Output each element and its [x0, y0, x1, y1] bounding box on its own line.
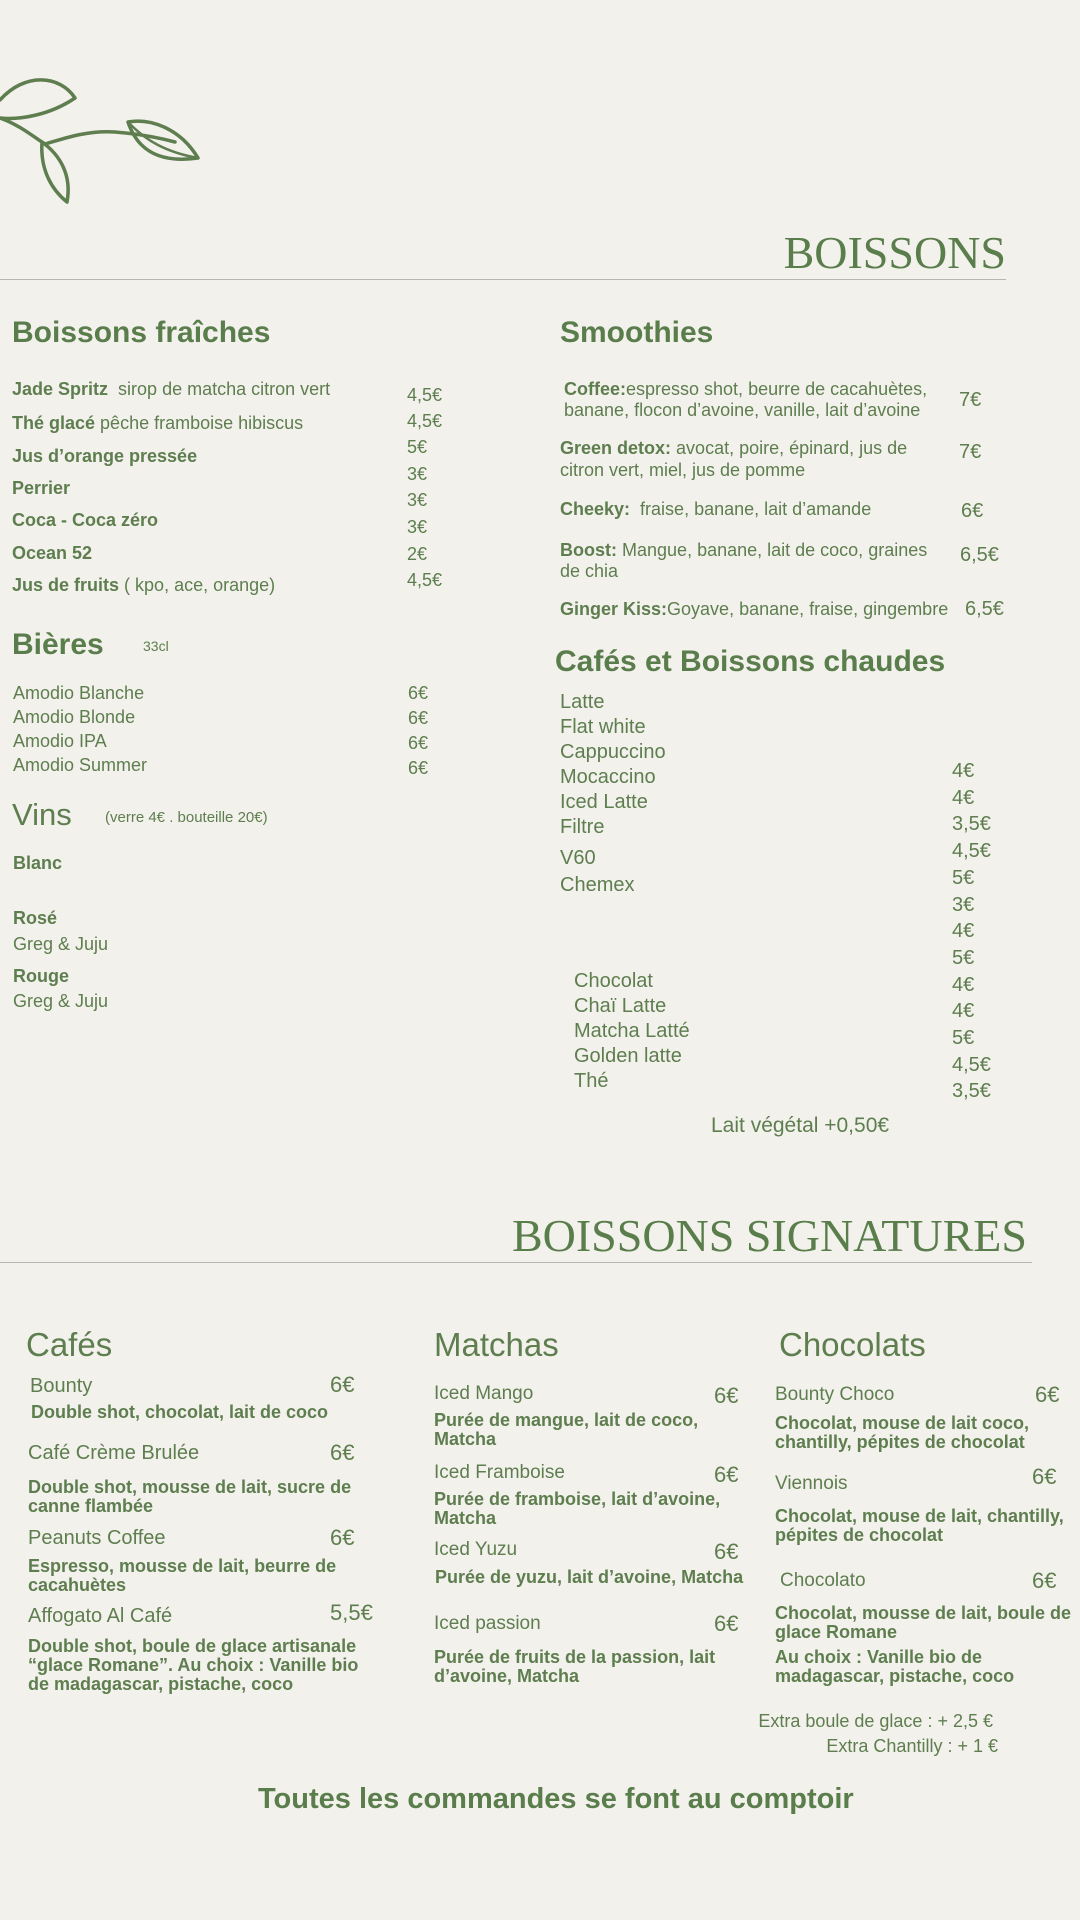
list-item: Iced passion	[434, 1613, 541, 1634]
wine-category-rose: Rosé	[13, 908, 58, 928]
price: 6€	[1032, 1464, 1057, 1489]
price: 5€	[407, 437, 428, 457]
list-item: Jus de fruits ( kpo, ace, orange)	[12, 575, 276, 595]
wine-producer: Greg & Juju	[13, 991, 109, 1011]
list-item: Bounty	[30, 1375, 93, 1397]
wine-category-blanc: Blanc	[13, 853, 63, 873]
list-item: Chaï Latte	[574, 995, 667, 1017]
item-description: Chocolat, mousse de lait, boule de glace Romane	[775, 1603, 1072, 1642]
section-title-cafes-chauds: Cafés et Boissons chaudes	[555, 645, 946, 678]
list-item: Cheeky: fraise, banane, lait d’amande	[560, 499, 872, 519]
list-item: Peanuts Coffee	[28, 1527, 166, 1549]
price: 3,5€	[952, 813, 991, 836]
item-description: Purée de yuzu, lait d’avoine, Matcha	[435, 1567, 744, 1587]
price: 4€	[952, 973, 975, 996]
price: 6€	[408, 758, 429, 778]
price: 3€	[407, 517, 428, 537]
list-item: Matcha Latté	[574, 1020, 690, 1042]
list-item: Café Crème Brulée	[28, 1442, 200, 1464]
list-item: Mocaccino	[560, 766, 656, 788]
price: 4€	[952, 1000, 975, 1023]
footer-note: Toutes les commandes se font au comptoir	[258, 1783, 854, 1815]
price: 5€	[952, 946, 975, 969]
price: 6€	[1032, 1568, 1057, 1593]
price: 6€	[1035, 1382, 1060, 1407]
item-description: Purée de fruits de la passion, lait d’avoine, Matcha	[434, 1647, 716, 1686]
list-item: Thé	[574, 1070, 609, 1092]
price: 6€	[330, 1372, 355, 1397]
list-item: Bounty Choco	[775, 1384, 895, 1405]
item-description: Espresso, mousse de lait, beurre de cacahuètes	[28, 1556, 337, 1595]
signatures-divider	[0, 1262, 1032, 1263]
signatures-title: BOISSONS SIGNATURES	[511, 1210, 1027, 1261]
leaf-branch-icon	[0, 70, 210, 220]
list-item: Affogato Al Café	[28, 1605, 173, 1627]
list-item: Chemex	[560, 874, 635, 896]
price: 6€	[408, 733, 429, 753]
price: 4€	[952, 786, 975, 809]
item-description: Purée de framboise, lait d’avoine, Matcha	[434, 1489, 721, 1528]
list-item: Boost: Mangue, banane, lait de coco, graines de chia	[560, 540, 928, 581]
list-item: Perrier	[12, 478, 71, 498]
price: 6€	[408, 708, 429, 728]
item-description: Double shot, mousse de lait, sucre de canne flambée	[28, 1477, 352, 1516]
item-description: Chocolat, mouse de lait, chantilly, pépites de chocolat	[775, 1506, 1064, 1545]
list-item: Cappuccino	[560, 741, 666, 763]
price: 5,5€	[330, 1600, 373, 1625]
price: 3€	[407, 490, 428, 510]
price: 6€	[961, 500, 984, 522]
list-item: Amodio IPA	[13, 731, 107, 751]
list-item: Ocean 52	[12, 543, 93, 563]
item-description: Double shot, chocolat, lait de coco	[31, 1402, 329, 1422]
list-item: Chocolat	[574, 970, 653, 992]
price: 3,5€	[952, 1080, 991, 1103]
list-item: Amodio Summer	[13, 755, 148, 775]
price: 4€	[952, 760, 975, 782]
list-item: Iced Framboise	[434, 1462, 565, 1483]
list-item: Coca - Coca zéro	[12, 510, 159, 530]
list-item: Iced Yuzu	[434, 1539, 518, 1560]
list-item: Coffee:espresso shot, beurre de cacahuètes, banane, flocon d’avoine, vanille, lait d’avoine	[564, 379, 928, 420]
price: 6€	[714, 1539, 739, 1564]
price: 6€	[408, 683, 429, 703]
list-item: Jus d’orange pressée	[12, 446, 198, 466]
price: 6€	[714, 1462, 739, 1487]
price: 6,5€	[960, 544, 999, 566]
price: 3€	[952, 893, 975, 916]
price: 2€	[407, 544, 428, 564]
price: 6€	[330, 1440, 355, 1465]
price: 4,5€	[952, 840, 991, 863]
item-description: Double shot, boule de glace artisanale “glace Romane”. Au choix : Vanille bio de madagascar, pistache, coco	[28, 1636, 359, 1694]
item-description: Purée de mangue, lait de coco, Matcha	[434, 1410, 699, 1449]
price: 4€	[952, 920, 975, 943]
wine-producer: Greg & Juju	[13, 934, 109, 954]
list-item: Viennois	[775, 1473, 848, 1494]
price: 6€	[714, 1611, 739, 1636]
item-description: Au choix : Vanille bio de madagascar, pistache, coco	[775, 1647, 1015, 1686]
list-item: Latte	[560, 691, 605, 713]
list-item: Filtre	[560, 816, 605, 838]
section-title-smoothies: Smoothies	[560, 316, 714, 349]
price: 7€	[959, 389, 982, 411]
list-item: Green detox: avocat, poire, épinard, jus de citron vert, miel, jus de pomme	[560, 438, 908, 480]
hot-drinks-list	[560, 690, 666, 898]
extra-note: Extra boule de glace : + 2,5 €	[758, 1711, 993, 1731]
list-item: Flat white	[560, 716, 646, 738]
price: 4,5€	[952, 1053, 991, 1076]
price: 7€	[959, 441, 982, 463]
price: 6,5€	[965, 598, 1004, 620]
list-item: Amodio Blanche	[13, 683, 145, 703]
list-item: Golden latte	[574, 1045, 682, 1067]
list-item: Thé glacé pêche framboise hibiscus	[12, 413, 304, 433]
list-item: Iced Mango	[434, 1383, 534, 1404]
bieres-note: 33cl	[143, 638, 169, 654]
price: 6€	[714, 1383, 739, 1408]
page-title: BOISSONS	[783, 227, 1006, 278]
price: 4,5€	[407, 385, 443, 405]
hot-drinks-prices	[952, 758, 991, 1105]
item-description: Chocolat, mouse de lait coco, chantilly, pépites de chocolat	[775, 1413, 1030, 1452]
section-title-fraiches: Boissons fraîches	[12, 316, 271, 349]
section-title-vins: Vins	[12, 797, 72, 832]
vins-note: (verre 4€ . bouteille 20€)	[105, 809, 268, 826]
title-divider	[0, 279, 1006, 280]
hot-drinks-list-2	[574, 969, 690, 1094]
column-title-cafes: Cafés	[26, 1326, 113, 1363]
column-title-chocolats: Chocolats	[779, 1326, 926, 1363]
plant-milk-note: Lait végétal +0,50€	[711, 1114, 890, 1137]
price: 4,5€	[407, 570, 443, 590]
extra-note: Extra Chantilly : + 1 €	[826, 1736, 998, 1756]
price: 5€	[952, 866, 975, 889]
price: 6€	[330, 1525, 355, 1550]
wine-category-rouge: Rouge	[13, 966, 69, 986]
column-title-matchas: Matchas	[434, 1326, 559, 1363]
list-item: Amodio Blonde	[13, 707, 136, 727]
price: 5€	[952, 1027, 975, 1050]
list-item: Ginger Kiss:Goyave, banane, fraise, gingembre	[560, 599, 949, 619]
list-item: Chocolato	[780, 1570, 866, 1591]
list-item: Iced Latte	[560, 791, 648, 813]
price: 3€	[407, 464, 428, 484]
section-title-bieres: Bières	[12, 628, 104, 661]
price: 4,5€	[407, 411, 443, 431]
list-item: Jade Spritz sirop de matcha citron vert	[12, 379, 331, 399]
list-item: V60	[560, 847, 596, 869]
